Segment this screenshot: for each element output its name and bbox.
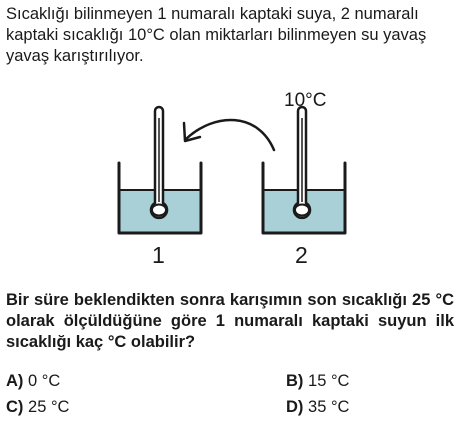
option-c-letter: C): [6, 398, 24, 416]
curved-arrow-icon: [184, 120, 274, 150]
container-2-label: 2: [295, 242, 308, 268]
option-a-letter: A): [6, 372, 24, 390]
option-d-value: 35 °C: [308, 398, 350, 416]
temperature-label: 10°C: [284, 90, 327, 111]
option-a-value: 0 °C: [28, 372, 61, 390]
option-d[interactable]: [286, 397, 349, 418]
container-1-label: 1: [152, 242, 165, 268]
question-intro: Sıcaklığı bilinmeyen 1 numaralı kaptaki suya, 2 numaralı kaptaki sıcaklığı 10°C olan miktarları bilinmeyen su yavaş yavaş karıştırılıyor.: [6, 5, 427, 65]
option-b-letter: B): [286, 372, 304, 390]
option-b[interactable]: [286, 371, 349, 392]
question-text: Bir süre beklendikten sonra karışımın son sıcaklığı 25 °C olarak ölçüldüğüne göre 1 numaralı kaptaki suyun ilk sıcaklığı kaç °C olabilir?: [6, 291, 454, 351]
option-a[interactable]: [6, 371, 60, 392]
option-d-letter: D): [286, 398, 304, 416]
mixing-figure: [0, 85, 467, 275]
option-c-value: 25 °C: [28, 398, 70, 416]
option-c[interactable]: [6, 397, 69, 418]
option-b-value: 15 °C: [308, 372, 350, 390]
